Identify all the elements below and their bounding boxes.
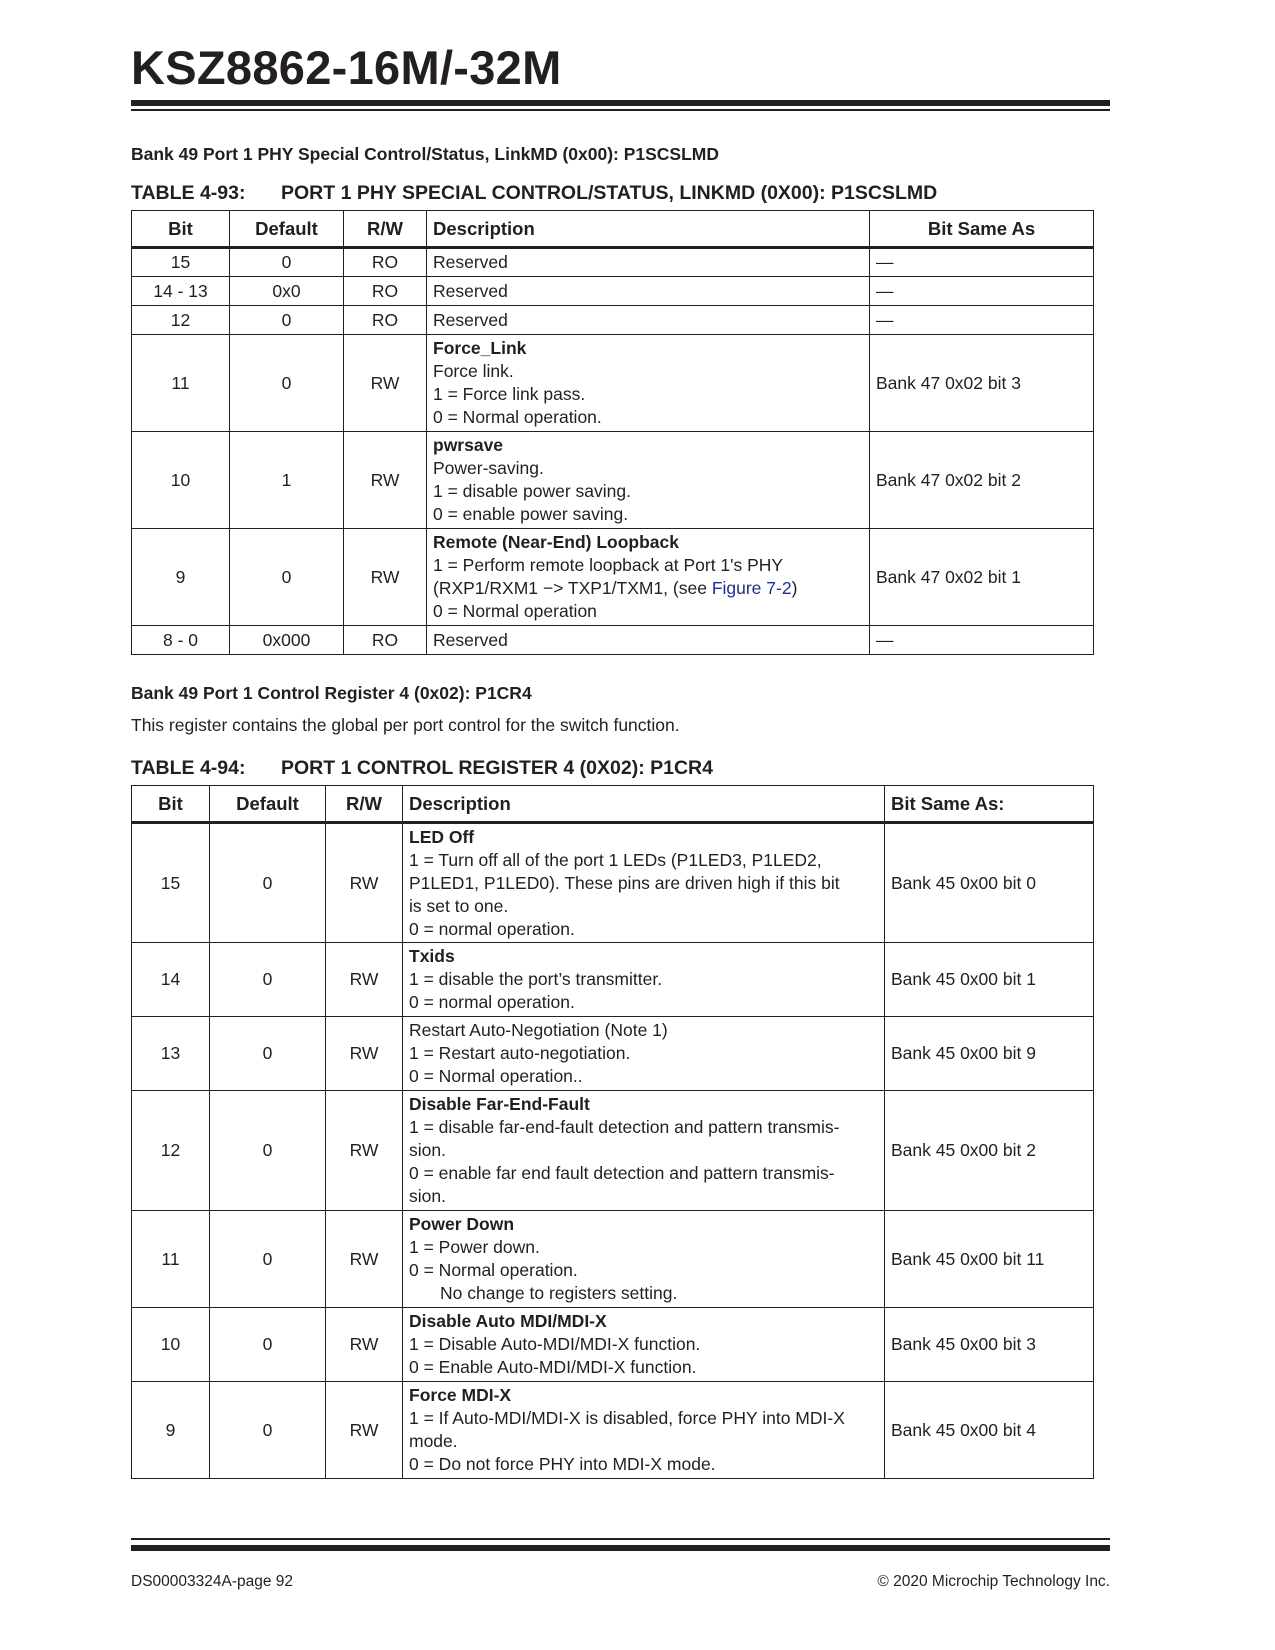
cell-rw: RW bbox=[326, 1382, 403, 1479]
description-line: Force link. bbox=[433, 361, 514, 381]
table-row bbox=[132, 1308, 1094, 1382]
table-row bbox=[132, 306, 1094, 335]
cell-same-as: — bbox=[870, 277, 1094, 306]
description-line: 1 = If Auto-MDI/MDI-X is disabled, force PHY into MDI-X bbox=[409, 1408, 845, 1428]
table-header-row bbox=[132, 786, 1094, 823]
description-line: Restart Auto-Negotiation (Note 1) bbox=[409, 1020, 668, 1040]
footer-rule-thin bbox=[131, 1538, 1110, 1540]
cell-default: 0 bbox=[230, 335, 344, 432]
cell-rw: RW bbox=[326, 1017, 403, 1091]
footer-page-number: DS00003324A-page 92 bbox=[131, 1573, 294, 1590]
table-row bbox=[132, 432, 1094, 529]
column-header-default: Default bbox=[210, 786, 326, 823]
cell-description bbox=[403, 1091, 885, 1211]
cell-default: 1 bbox=[230, 432, 344, 529]
cell-default: 0 bbox=[210, 1308, 326, 1382]
cell-bit: 12 bbox=[132, 306, 230, 335]
description-title: pwrsave bbox=[433, 435, 504, 455]
description-line: 0 = Normal operation.. bbox=[409, 1066, 583, 1086]
table-p1scslmd bbox=[131, 210, 1094, 655]
cell-rw: RW bbox=[326, 1211, 403, 1308]
cell-bit: 15 bbox=[132, 248, 230, 277]
cell-default: 0 bbox=[210, 1211, 326, 1308]
cell-rw: RO bbox=[344, 306, 427, 335]
reference-prefix: (RXP1/RXM1 −> TXP1/TXM1, (see bbox=[433, 578, 712, 598]
table-caption-4-93 bbox=[131, 181, 937, 205]
cell-bit: 11 bbox=[132, 335, 230, 432]
description-line: 1 = Force link pass. bbox=[433, 384, 586, 404]
description-title: Force_Link bbox=[433, 338, 527, 358]
page-title: KSZ8862-16M/-32M bbox=[131, 41, 562, 94]
cell-default: 0 bbox=[210, 1091, 326, 1211]
table-title: PORT 1 PHY SPECIAL CONTROL/STATUS, LINKMD (0X00): P1SCSLMD bbox=[281, 182, 938, 204]
cell-rw: RW bbox=[326, 823, 403, 943]
cell-description: Reserved bbox=[427, 248, 870, 277]
description-line: 0 = Enable Auto-MDI/MDI-X function. bbox=[409, 1357, 697, 1377]
description-title: Disable Auto MDI/MDI-X bbox=[409, 1311, 607, 1331]
description-line: 1 = Turn off all of the port 1 LEDs (P1LED3, P1LED2, bbox=[409, 849, 822, 870]
cell-description bbox=[403, 1211, 885, 1308]
cell-same-as: Bank 47 0x02 bit 2 bbox=[870, 432, 1094, 529]
cell-bit: 12 bbox=[132, 1091, 210, 1211]
table-row bbox=[132, 277, 1094, 306]
header-rule-thick bbox=[131, 100, 1110, 106]
description-indented-line: No change to registers setting. bbox=[440, 1283, 678, 1303]
header-rule-thin bbox=[131, 109, 1110, 111]
table-p1cr4 bbox=[131, 785, 1094, 1479]
cell-description bbox=[427, 432, 870, 529]
column-header-same-as: Bit Same As: bbox=[885, 786, 1094, 823]
cell-bit: 15 bbox=[132, 823, 210, 943]
table-row bbox=[132, 529, 1094, 626]
description-line: 1 = disable far-end-fault detection and pattern transmis- bbox=[409, 1117, 840, 1137]
cell-bit: 8 - 0 bbox=[132, 626, 230, 655]
description-title: Remote (Near-End) Loopback bbox=[433, 532, 679, 552]
cell-same-as: Bank 47 0x02 bit 1 bbox=[870, 529, 1094, 626]
table-row bbox=[132, 248, 1094, 277]
cell-bit: 11 bbox=[132, 1211, 210, 1308]
cell-rw: RO bbox=[344, 626, 427, 655]
description-title: Power Down bbox=[409, 1214, 515, 1234]
cell-description: Reserved bbox=[427, 626, 870, 655]
cell-same-as: Bank 47 0x02 bit 3 bbox=[870, 335, 1094, 432]
cell-default: 0x0 bbox=[230, 277, 344, 306]
description-title: Txids bbox=[409, 946, 455, 966]
description-line: 0 = Do not force PHY into MDI-X mode. bbox=[409, 1454, 716, 1474]
description-line: 1 = Perform remote loopback at Port 1's PHY bbox=[433, 555, 784, 575]
description-line: Power-saving. bbox=[433, 458, 544, 478]
description-line: 1 = Restart auto-negotiation. bbox=[409, 1043, 631, 1063]
cell-rw: RW bbox=[326, 1091, 403, 1211]
description-line: 0 = Normal operation bbox=[433, 601, 597, 621]
cell-rw: RW bbox=[344, 529, 427, 626]
cell-default: 0 bbox=[210, 1382, 326, 1479]
table-row bbox=[132, 1017, 1094, 1091]
cell-default: 0 bbox=[230, 529, 344, 626]
description-title: Disable Far-End-Fault bbox=[409, 1094, 590, 1114]
cell-same-as: Bank 45 0x00 bit 9 bbox=[885, 1017, 1094, 1091]
cell-bit: 10 bbox=[132, 1308, 210, 1382]
cell-bit: 13 bbox=[132, 1017, 210, 1091]
table-row bbox=[132, 626, 1094, 655]
cell-bit: 10 bbox=[132, 432, 230, 529]
cell-bit: 9 bbox=[132, 1382, 210, 1479]
cell-rw: RW bbox=[344, 335, 427, 432]
table-number: TABLE 4-94: bbox=[131, 757, 246, 779]
cell-default: 0 bbox=[210, 1017, 326, 1091]
cell-same-as: Bank 45 0x00 bit 0 bbox=[885, 823, 1094, 943]
reference-suffix: ) bbox=[791, 578, 798, 598]
cell-same-as: Bank 45 0x00 bit 11 bbox=[885, 1211, 1094, 1308]
cell-default: 0 bbox=[230, 306, 344, 335]
cell-same-as: Bank 45 0x00 bit 1 bbox=[885, 943, 1094, 1017]
cell-description bbox=[403, 943, 885, 1017]
table-row bbox=[132, 335, 1094, 432]
table-number: TABLE 4-93: bbox=[131, 182, 246, 204]
description-line: mode. bbox=[409, 1431, 458, 1451]
description-line: 0 = Normal operation. bbox=[409, 1260, 578, 1280]
description-line: 0 = enable power saving. bbox=[433, 504, 629, 524]
description-line: 0 = Normal operation. bbox=[433, 407, 602, 427]
description-line: 1 = disable the port’s transmitter. bbox=[409, 969, 663, 989]
cell-description bbox=[427, 529, 870, 626]
table-row bbox=[132, 823, 1094, 943]
column-header-rw: R/W bbox=[326, 786, 403, 823]
table-row bbox=[132, 1382, 1094, 1479]
cell-bit: 14 - 13 bbox=[132, 277, 230, 306]
cell-bit: 14 bbox=[132, 943, 210, 1017]
description-line: sion. bbox=[409, 1186, 446, 1206]
cell-rw: RW bbox=[326, 1308, 403, 1382]
table-row bbox=[132, 1091, 1094, 1211]
description-line: 1 = Power down. bbox=[409, 1237, 540, 1257]
cell-bit: 9 bbox=[132, 529, 230, 626]
description-title: Force MDI-X bbox=[409, 1385, 512, 1405]
table-row bbox=[132, 1211, 1094, 1308]
cell-rw: RW bbox=[326, 943, 403, 1017]
section-heading-p1cr4: Bank 49 Port 1 Control Register 4 (0x02): P1CR4 bbox=[131, 683, 532, 703]
description-line: 0 = normal operation. bbox=[409, 918, 575, 939]
section-intro: This register contains the global per port control for the switch function. bbox=[131, 715, 680, 735]
table-header-row bbox=[132, 211, 1094, 248]
cell-default: 0 bbox=[210, 943, 326, 1017]
footer-rule-thick bbox=[131, 1545, 1110, 1551]
cell-default: 0x000 bbox=[230, 626, 344, 655]
cell-rw: RO bbox=[344, 248, 427, 277]
description-line: 1 = disable power saving. bbox=[433, 481, 631, 501]
column-header-description: Description bbox=[403, 786, 885, 823]
cell-description bbox=[403, 1308, 885, 1382]
description-title: LED Off bbox=[409, 826, 475, 847]
figure-7-2-link[interactable]: Figure 7-2 bbox=[711, 578, 792, 598]
table-row bbox=[132, 943, 1094, 1017]
cell-description: Reserved bbox=[427, 306, 870, 335]
column-header-rw: R/W bbox=[344, 211, 427, 248]
cell-same-as: Bank 45 0x00 bit 4 bbox=[885, 1382, 1094, 1479]
cell-description bbox=[403, 1017, 885, 1091]
description-line: 1 = Disable Auto-MDI/MDI-X function. bbox=[409, 1334, 701, 1354]
table-title: PORT 1 CONTROL REGISTER 4 (0X02): P1CR4 bbox=[281, 757, 713, 779]
description-line: 0 = normal operation. bbox=[409, 992, 575, 1012]
cell-rw: RW bbox=[344, 432, 427, 529]
cell-default: 0 bbox=[210, 823, 326, 943]
cell-description bbox=[403, 823, 885, 943]
cell-description bbox=[427, 335, 870, 432]
cell-same-as: Bank 45 0x00 bit 3 bbox=[885, 1308, 1094, 1382]
description-line: is set to one. bbox=[409, 895, 509, 916]
description-line: 0 = enable far end fault detection and pattern transmis- bbox=[409, 1163, 835, 1183]
description-line: sion. bbox=[409, 1140, 446, 1160]
description-line-with-reference bbox=[433, 577, 863, 600]
cell-rw: RO bbox=[344, 277, 427, 306]
column-header-same-as: Bit Same As bbox=[870, 211, 1094, 248]
cell-same-as: — bbox=[870, 306, 1094, 335]
footer-copyright: © 2020 Microchip Technology Inc. bbox=[877, 1573, 1110, 1590]
column-header-description: Description bbox=[427, 211, 870, 248]
cell-description: Reserved bbox=[427, 277, 870, 306]
column-header-bit: Bit bbox=[132, 211, 230, 248]
cell-default: 0 bbox=[230, 248, 344, 277]
cell-same-as: — bbox=[870, 626, 1094, 655]
table-caption-4-94 bbox=[131, 756, 713, 780]
cell-description bbox=[403, 1382, 885, 1479]
column-header-bit: Bit bbox=[132, 786, 210, 823]
cell-same-as: — bbox=[870, 248, 1094, 277]
column-header-default: Default bbox=[230, 211, 344, 248]
cell-same-as: Bank 45 0x00 bit 2 bbox=[885, 1091, 1094, 1211]
description-line: P1LED1, P1LED0). These pins are driven high if this bit bbox=[409, 872, 840, 893]
section-heading-p1scslmd: Bank 49 Port 1 PHY Special Control/Status, LinkMD (0x00): P1SCSLMD bbox=[131, 144, 720, 164]
